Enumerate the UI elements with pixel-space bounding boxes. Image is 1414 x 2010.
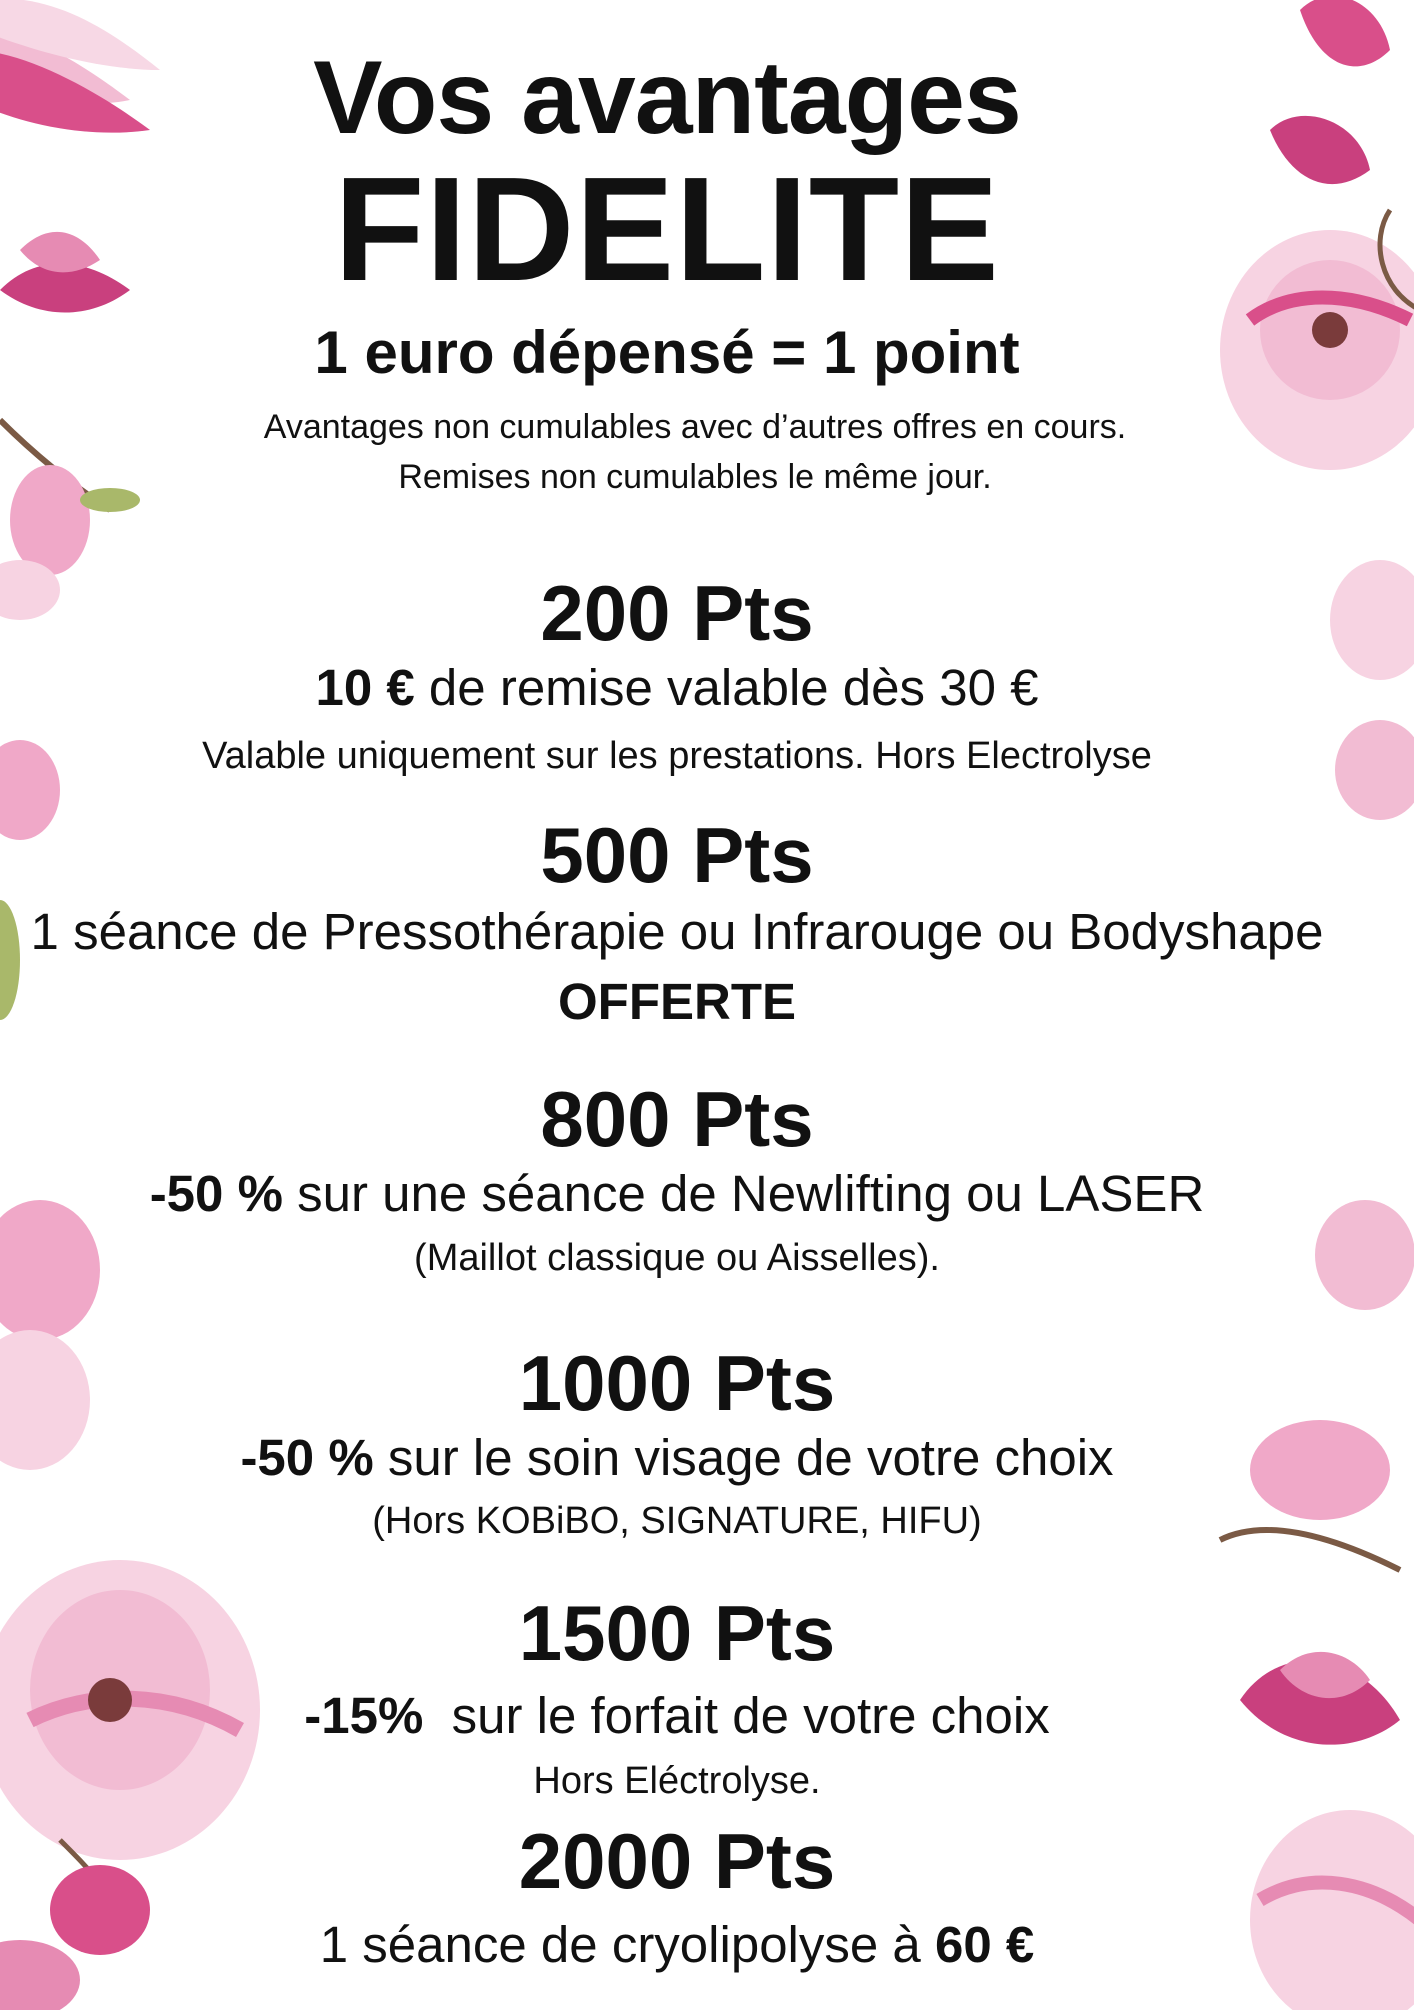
page-title-line-2: FIDELITE — [334, 147, 1000, 312]
tier-reward-highlight: -50 % — [240, 1429, 374, 1486]
tier-points: 800 Pts — [540, 1075, 814, 1163]
points-rule: 1 euro dépensé = 1 point — [314, 319, 1020, 386]
tier-reward-highlight: -50 % — [149, 1165, 283, 1222]
tier-detail: (Hors KOBiBO, SIGNATURE, HIFU) — [372, 1500, 982, 1542]
tier-detail: (Maillot classique ou Aisselles). — [414, 1237, 940, 1279]
tier-points: 2000 Pts — [518, 1817, 836, 1905]
tier-reward — [0, 1428, 1384, 1488]
tier-reward-highlight: 10 € — [315, 659, 415, 716]
tier-reward-text: sur une séance de Newlifting ou LASER — [282, 1165, 1205, 1222]
tier-reward-highlight: -15% — [304, 1687, 424, 1744]
conditions-note-line-1: Avantages non cumulables avec d’autres offres en cours. — [263, 408, 1127, 446]
conditions-note-line-2: Remises non cumulables le même jour. — [398, 458, 992, 496]
tier-detail: OFFERTE — [558, 973, 796, 1030]
tier-reward-text: sur le soin visage de votre choix — [373, 1429, 1114, 1486]
tier-points: 200 Pts — [540, 569, 814, 657]
tier-reward — [0, 658, 1384, 718]
tier-reward-text: de remise valable dès 30 € — [414, 659, 1039, 716]
tier-points: 1500 Pts — [518, 1589, 836, 1677]
tier-reward — [0, 1164, 1384, 1224]
tier-points: 500 Pts — [540, 811, 814, 899]
tier-reward: 1 séance de Pressothérapie ou Infrarouge ou Bodyshape — [30, 903, 1324, 960]
tier-reward-highlight: 60 € — [934, 1916, 1035, 1973]
tier-detail: Valable uniquement sur les prestations. Hors Electrolyse — [202, 735, 1152, 777]
tier-reward — [0, 1915, 1384, 1975]
tier-reward — [0, 1686, 1384, 1746]
tier-detail: Hors Eléctrolyse. — [533, 1760, 821, 1802]
tier-reward-text: sur le forfait de votre choix — [423, 1687, 1050, 1744]
page-title-line-1: Vos avantages — [313, 40, 1021, 156]
tier-points: 1000 Pts — [518, 1339, 836, 1427]
tier-reward-text: 1 séance de cryolipolyse à — [319, 1916, 935, 1973]
